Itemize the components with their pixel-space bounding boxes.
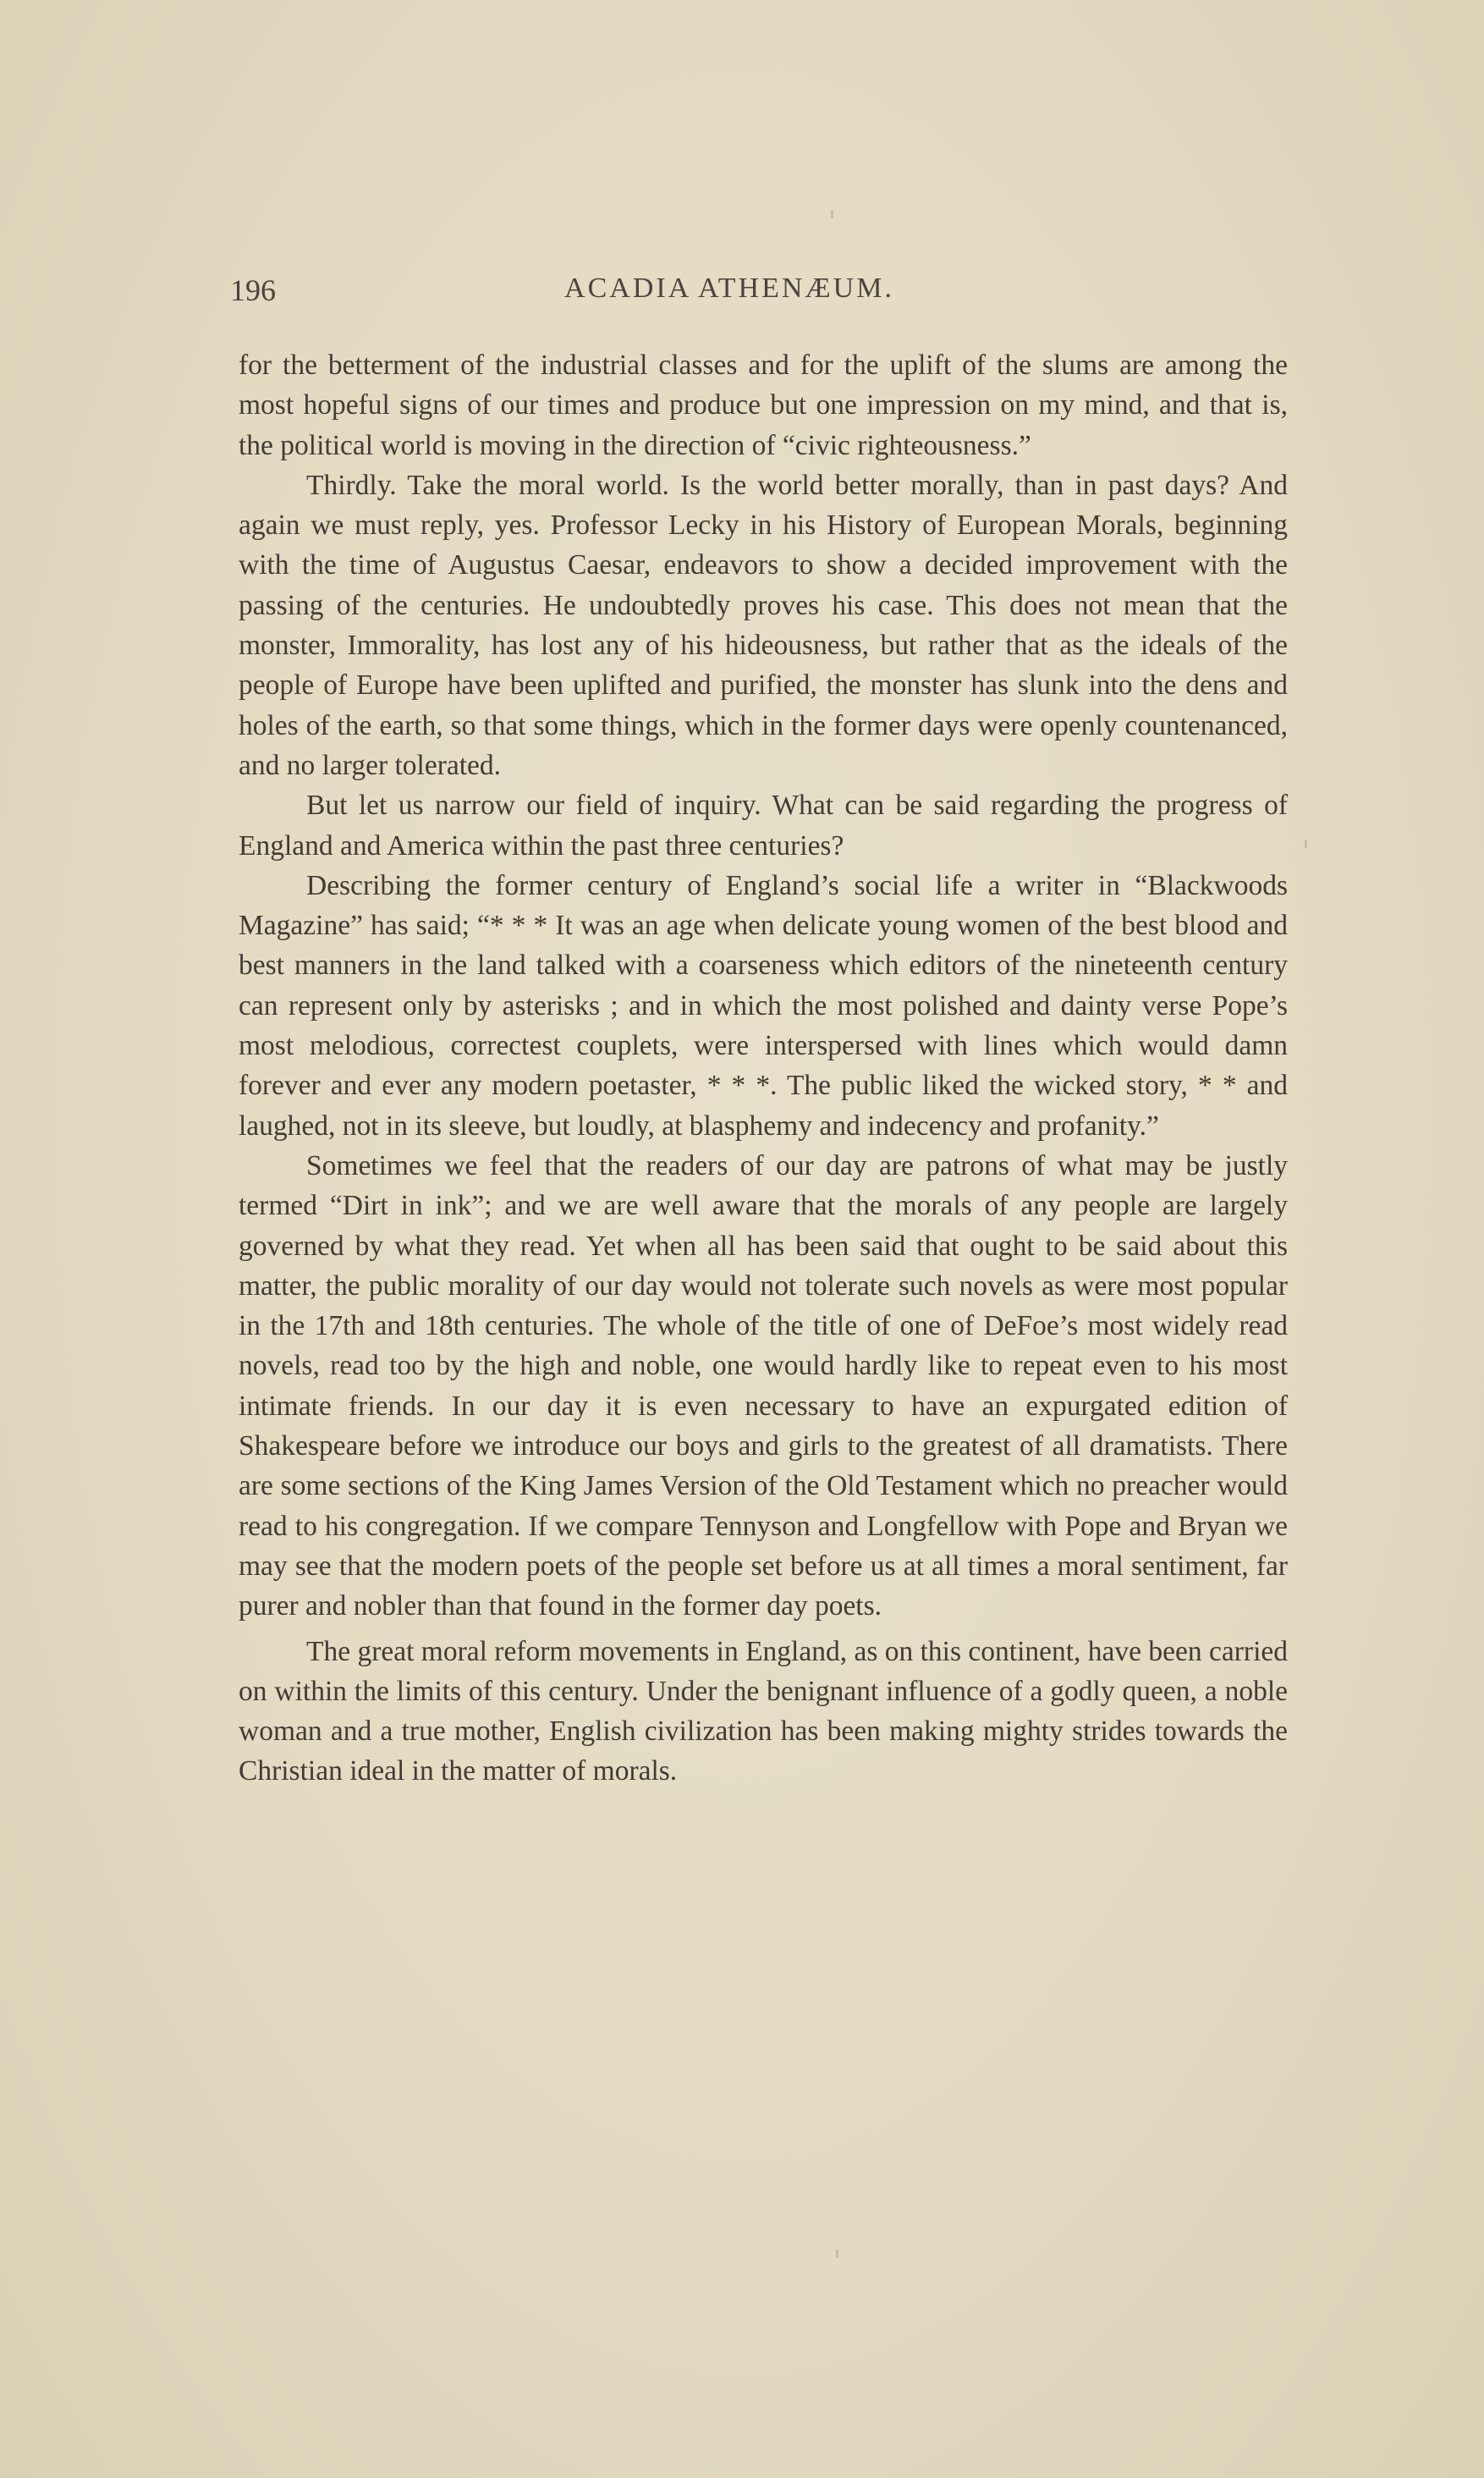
page-number: 196	[230, 273, 276, 307]
paper-speck	[831, 210, 833, 218]
paragraph-moral-reform: The great moral reform movements in England, as on this continent, have been carried on within the limits of this century. Under the benignant influence of a godly queen, a noble woman and a true mother, English civilization has been making mighty strides towards the Christian ideal in the matter of morals.	[239, 1635, 1289, 1787]
journal-title: ACADIA ATHENÆUM.	[564, 273, 894, 304]
paragraph-narrow-inquiry: But let us narrow our field of inquiry. What can be said regarding the progress of England and America within the past three centuries?	[239, 790, 1288, 862]
running-head	[230, 273, 1279, 315]
paragraph-blackwoods-quote: Describing the former century of England’s social life a writer in “Blackwoods Magazine” has said; “* * * It was an age when delicate young women of the best blood and best manners in the land talked with a coarseness which editors of the nineteenth century can represent only by asterisks ; and in which the most polished and dainty verse Pope’s most melodious, correctest couplets, were interspersed with lines which would damn forever and ever any modern poetaster, * * *. The public liked the wicked story, * * and laughed, not in its sleeve, but loudly, at blasphemy and indecency and profanity.”	[239, 869, 1288, 1142]
paragraph-continuation: for the betterment of the industrial classes and for the uplift of the slums are among the most hopeful signs of our times and produce but one impression on my mind, and that is, the political world is moving in the direction of “civic righteousness.”	[239, 350, 1288, 461]
paper-speck	[836, 2249, 838, 2258]
paragraph-moral-world: Thirdly. Take the moral world. Is the world better morally, than in past days? And again we must reply, yes. Professor Lecky in his History of European Morals, beginning with the time of Augustus Caesar, endeavors to show a decided improvement with the passing of the centuries. He undoubtedly proves his case. This does not mean that the monster, Immorality, has lost any of his hideousness, but rather that as the ideals of the people of Europe have been uplifted and purified, the monster has slunk into the dens and holes of the earth, so that some things, which in the former days were openly countenanced, and no larger tolerated.	[239, 469, 1288, 781]
paragraph-dirt-in-ink: Sometimes we feel that the readers of our day are patrons of what may be justly termed “Dirt in ink”; and we are well aware that the morals of any people are largely governed by what they read. Yet when all has been said that ought to be said about this matter, the public morality of our day would not tolerate such novels as were most popular in the 17th and 18th centuries. The whole of the title of one of DeFoe’s most widely read novels, read too by the high and noble, one would hardly like to repeat even to his most intimate friends. In our day it is even necessary to have an expurgated edition of Shakespeare before we introduce our boys and girls to the greatest of all dramatists. There are some sections of the King James Version of the Old Testament which no preacher would read to his congregation. If we compare Tennyson and Longfellow with Pope and Bryan we may see that the modern poets of the people set before us at all times a moral sentiment, far purer and nobler than that found in the former day poets.	[239, 1149, 1288, 1622]
article-body	[239, 345, 1288, 1792]
paper-speck	[1305, 840, 1307, 848]
